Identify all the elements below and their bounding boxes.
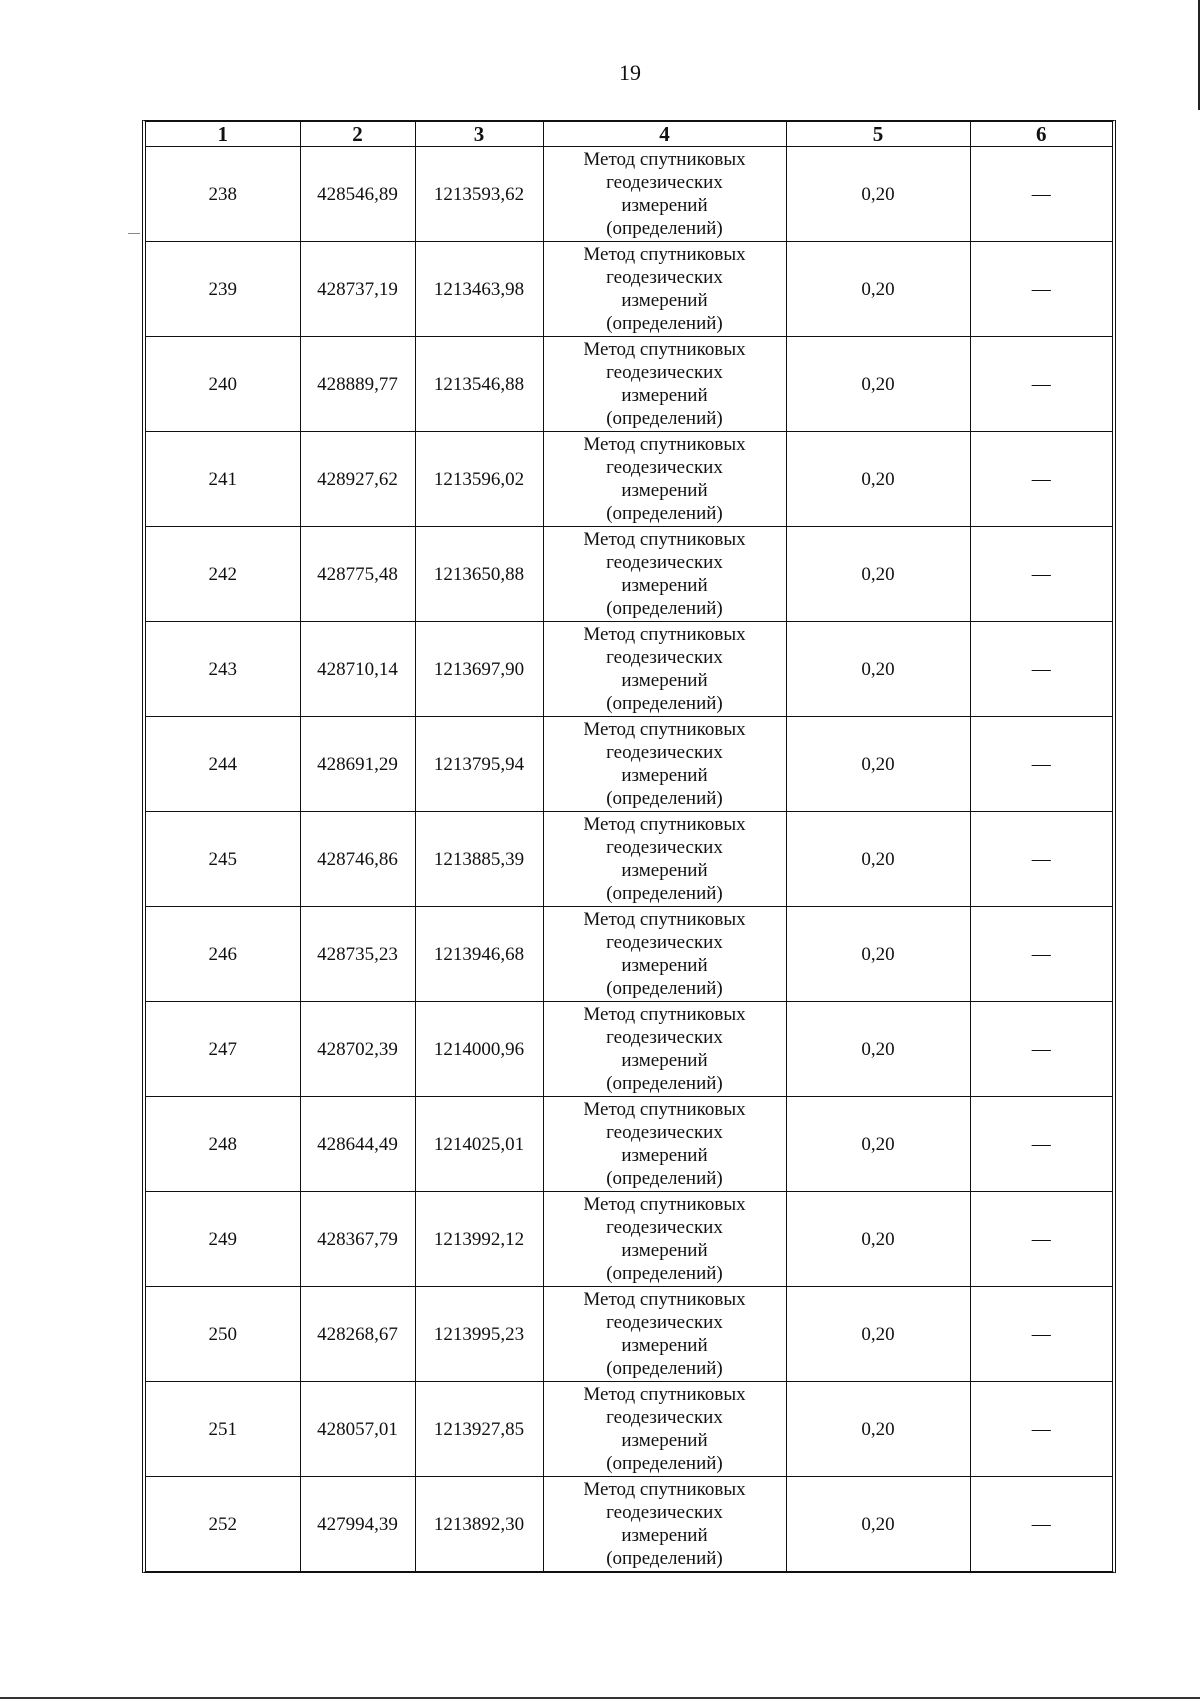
x-value: 428746,86 <box>317 848 398 870</box>
point-value: 245 <box>208 848 237 870</box>
note-dash: — <box>1031 468 1051 490</box>
note-dash: — <box>1031 183 1051 205</box>
point-number-cell <box>146 1002 300 1097</box>
x-coordinate-cell <box>300 1477 415 1572</box>
x-value: 428268,67 <box>317 1323 398 1345</box>
y-coordinate-cell <box>415 907 543 1002</box>
method-text: Метод спутниковых геодезических измерений (определений) <box>583 909 746 999</box>
point-value: 252 <box>208 1513 237 1535</box>
column-header-1: 1 <box>146 122 300 147</box>
point-value: 246 <box>208 943 237 965</box>
point-number-cell <box>146 147 300 242</box>
y-coordinate-cell <box>415 1097 543 1192</box>
table-row <box>146 432 1112 527</box>
table-body <box>146 147 1112 1572</box>
table-row <box>146 337 1112 432</box>
x-coordinate-cell <box>300 1002 415 1097</box>
note-cell <box>970 907 1112 1002</box>
x-value: 428367,79 <box>317 1228 398 1250</box>
accuracy-value: 0,20 <box>861 373 895 395</box>
point-number-cell <box>146 622 300 717</box>
x-coordinate-cell <box>300 527 415 622</box>
y-value: 1213593,62 <box>433 183 525 205</box>
y-value: 1214025,01 <box>433 1133 525 1155</box>
method-text: Метод спутниковых геодезических измерений (определений) <box>583 814 746 904</box>
method-cell <box>543 527 786 622</box>
point-number-cell <box>146 1097 300 1192</box>
note-cell <box>970 527 1112 622</box>
x-coordinate-cell <box>300 432 415 527</box>
accuracy-cell <box>786 622 970 717</box>
note-dash: — <box>1031 658 1051 680</box>
x-value: 427994,39 <box>317 1513 398 1535</box>
note-cell <box>970 1382 1112 1477</box>
note-dash: — <box>1031 373 1051 395</box>
method-cell <box>543 1002 786 1097</box>
method-cell <box>543 147 786 242</box>
accuracy-value: 0,20 <box>861 278 895 300</box>
accuracy-value: 0,20 <box>861 1513 895 1535</box>
accuracy-cell <box>786 1097 970 1192</box>
x-coordinate-cell <box>300 622 415 717</box>
y-value: 1214000,96 <box>433 1038 525 1060</box>
method-text: Метод спутниковых геодезических измерений (определений) <box>583 719 746 809</box>
y-value: 1213463,98 <box>433 278 525 300</box>
y-coordinate-cell <box>415 147 543 242</box>
y-value: 1213892,30 <box>433 1513 525 1535</box>
x-value: 428546,89 <box>317 183 398 205</box>
coordinates-table-frame <box>142 120 1116 1573</box>
accuracy-value: 0,20 <box>861 753 895 775</box>
point-number-cell <box>146 907 300 1002</box>
column-header-5: 5 <box>786 122 970 147</box>
point-value: 250 <box>208 1323 237 1345</box>
accuracy-cell <box>786 242 970 337</box>
x-value: 428737,19 <box>317 278 398 300</box>
accuracy-cell <box>786 717 970 812</box>
column-header-6: 6 <box>970 122 1112 147</box>
note-dash: — <box>1031 1323 1051 1345</box>
method-text: Метод спутниковых геодезических измерений (определений) <box>583 624 746 714</box>
point-number-cell <box>146 432 300 527</box>
accuracy-value: 0,20 <box>861 1418 895 1440</box>
table-row <box>146 1097 1112 1192</box>
accuracy-cell <box>786 812 970 907</box>
table-header-row <box>146 122 1112 147</box>
y-value: 1213927,85 <box>433 1418 525 1440</box>
accuracy-cell <box>786 907 970 1002</box>
table-row <box>146 1192 1112 1287</box>
x-coordinate-cell <box>300 1287 415 1382</box>
x-value: 428644,49 <box>317 1133 398 1155</box>
y-coordinate-cell <box>415 432 543 527</box>
accuracy-cell <box>786 527 970 622</box>
x-value: 428691,29 <box>317 753 398 775</box>
method-text: Метод спутниковых геодезических измерений (определений) <box>583 1194 746 1284</box>
method-text: Метод спутниковых геодезических измерений (определений) <box>583 1099 746 1189</box>
accuracy-cell <box>786 1477 970 1572</box>
note-cell <box>970 1097 1112 1192</box>
method-text: Метод спутниковых геодезических измерений (определений) <box>583 434 746 524</box>
method-cell <box>543 717 786 812</box>
y-value: 1213885,39 <box>433 848 525 870</box>
y-coordinate-cell <box>415 812 543 907</box>
note-dash: — <box>1031 1513 1051 1535</box>
column-header-4: 4 <box>543 122 786 147</box>
note-dash: — <box>1031 753 1051 775</box>
accuracy-value: 0,20 <box>861 1133 895 1155</box>
y-coordinate-cell <box>415 242 543 337</box>
table-row <box>146 147 1112 242</box>
method-text: Метод спутниковых геодезических измерений (определений) <box>583 1289 746 1379</box>
note-dash: — <box>1031 943 1051 965</box>
y-coordinate-cell <box>415 337 543 432</box>
y-value: 1213992,12 <box>433 1228 525 1250</box>
point-number-cell <box>146 812 300 907</box>
note-cell <box>970 337 1112 432</box>
method-cell <box>543 1477 786 1572</box>
y-coordinate-cell <box>415 527 543 622</box>
y-coordinate-cell <box>415 1477 543 1572</box>
x-value: 428735,23 <box>317 943 398 965</box>
accuracy-value: 0,20 <box>861 1323 895 1345</box>
table-row <box>146 1002 1112 1097</box>
note-cell <box>970 622 1112 717</box>
accuracy-value: 0,20 <box>861 848 895 870</box>
point-number-cell <box>146 337 300 432</box>
point-number-cell <box>146 1192 300 1287</box>
note-dash: — <box>1031 1418 1051 1440</box>
margin-mark <box>128 233 140 234</box>
table-row <box>146 1382 1112 1477</box>
table-row <box>146 1287 1112 1382</box>
y-value: 1213795,94 <box>433 753 525 775</box>
point-value: 244 <box>208 753 237 775</box>
table-row <box>146 622 1112 717</box>
x-coordinate-cell <box>300 337 415 432</box>
point-value: 249 <box>208 1228 237 1250</box>
coordinates-table <box>146 122 1112 1571</box>
page-number: 19 <box>619 60 641 85</box>
x-coordinate-cell <box>300 242 415 337</box>
y-value: 1213546,88 <box>433 373 525 395</box>
x-coordinate-cell <box>300 147 415 242</box>
x-value: 428775,48 <box>317 563 398 585</box>
note-cell <box>970 242 1112 337</box>
note-cell <box>970 1477 1112 1572</box>
y-value: 1213697,90 <box>433 658 525 680</box>
note-dash: — <box>1031 563 1051 585</box>
method-cell <box>543 1287 786 1382</box>
x-value: 428927,62 <box>317 468 398 490</box>
y-coordinate-cell <box>415 1287 543 1382</box>
method-text: Метод спутниковых геодезических измерений (определений) <box>583 1384 746 1474</box>
point-value: 238 <box>208 183 237 205</box>
accuracy-value: 0,20 <box>861 1228 895 1250</box>
x-value: 428710,14 <box>317 658 398 680</box>
point-value: 251 <box>208 1418 237 1440</box>
point-value: 248 <box>208 1133 237 1155</box>
point-value: 239 <box>208 278 237 300</box>
point-number-cell <box>146 527 300 622</box>
y-coordinate-cell <box>415 717 543 812</box>
method-cell <box>543 907 786 1002</box>
accuracy-value: 0,20 <box>861 468 895 490</box>
y-value: 1213946,68 <box>433 943 525 965</box>
note-dash: — <box>1031 1228 1051 1250</box>
y-coordinate-cell <box>415 1002 543 1097</box>
x-coordinate-cell <box>300 907 415 1002</box>
x-value: 428889,77 <box>317 373 398 395</box>
point-number-cell <box>146 1287 300 1382</box>
y-value: 1213596,02 <box>433 468 525 490</box>
method-text: Метод спутниковых геодезических измерений (определений) <box>583 244 746 334</box>
x-coordinate-cell <box>300 1382 415 1477</box>
x-coordinate-cell <box>300 1097 415 1192</box>
method-text: Метод спутниковых геодезических измерений (определений) <box>583 339 746 429</box>
column-header-3: 3 <box>415 122 543 147</box>
method-cell <box>543 432 786 527</box>
method-cell <box>543 1192 786 1287</box>
note-dash: — <box>1031 1038 1051 1060</box>
table-row <box>146 1477 1112 1572</box>
point-number-cell <box>146 1382 300 1477</box>
y-value: 1213995,23 <box>433 1323 525 1345</box>
note-cell <box>970 432 1112 527</box>
accuracy-value: 0,20 <box>861 563 895 585</box>
accuracy-cell <box>786 432 970 527</box>
method-cell <box>543 337 786 432</box>
y-value: 1213650,88 <box>433 563 525 585</box>
point-value: 247 <box>208 1038 237 1060</box>
x-coordinate-cell <box>300 717 415 812</box>
point-value: 240 <box>208 373 237 395</box>
note-cell <box>970 147 1112 242</box>
note-cell <box>970 1002 1112 1097</box>
note-dash: — <box>1031 1133 1051 1155</box>
accuracy-cell <box>786 1287 970 1382</box>
y-coordinate-cell <box>415 1382 543 1477</box>
point-number-cell <box>146 242 300 337</box>
x-coordinate-cell <box>300 812 415 907</box>
point-number-cell <box>146 1477 300 1572</box>
method-cell <box>543 242 786 337</box>
x-coordinate-cell <box>300 1192 415 1287</box>
method-text: Метод спутниковых геодезических измерений (определений) <box>583 1004 746 1094</box>
x-value: 428702,39 <box>317 1038 398 1060</box>
point-value: 241 <box>208 468 237 490</box>
accuracy-cell <box>786 1192 970 1287</box>
x-value: 428057,01 <box>317 1418 398 1440</box>
method-cell <box>543 1097 786 1192</box>
column-header-2: 2 <box>300 122 415 147</box>
table-row <box>146 527 1112 622</box>
point-value: 242 <box>208 563 237 585</box>
note-cell <box>970 1287 1112 1382</box>
accuracy-value: 0,20 <box>861 943 895 965</box>
method-text: Метод спутниковых геодезических измерений (определений) <box>583 149 746 239</box>
method-cell <box>543 1382 786 1477</box>
method-cell <box>543 622 786 717</box>
note-dash: — <box>1031 848 1051 870</box>
table-row <box>146 812 1112 907</box>
method-text: Метод спутниковых геодезических измерений (определений) <box>583 1479 746 1569</box>
y-coordinate-cell <box>415 1192 543 1287</box>
accuracy-value: 0,20 <box>861 658 895 680</box>
note-dash: — <box>1031 278 1051 300</box>
table-row <box>146 717 1112 812</box>
accuracy-cell <box>786 337 970 432</box>
accuracy-cell <box>786 1002 970 1097</box>
y-coordinate-cell <box>415 622 543 717</box>
point-value: 243 <box>208 658 237 680</box>
point-number-cell <box>146 717 300 812</box>
note-cell <box>970 1192 1112 1287</box>
table-row <box>146 242 1112 337</box>
method-cell <box>543 812 786 907</box>
note-cell <box>970 717 1112 812</box>
accuracy-value: 0,20 <box>861 183 895 205</box>
table-row <box>146 907 1112 1002</box>
note-cell <box>970 812 1112 907</box>
method-text: Метод спутниковых геодезических измерений (определений) <box>583 529 746 619</box>
accuracy-value: 0,20 <box>861 1038 895 1060</box>
accuracy-cell <box>786 1382 970 1477</box>
accuracy-cell <box>786 147 970 242</box>
